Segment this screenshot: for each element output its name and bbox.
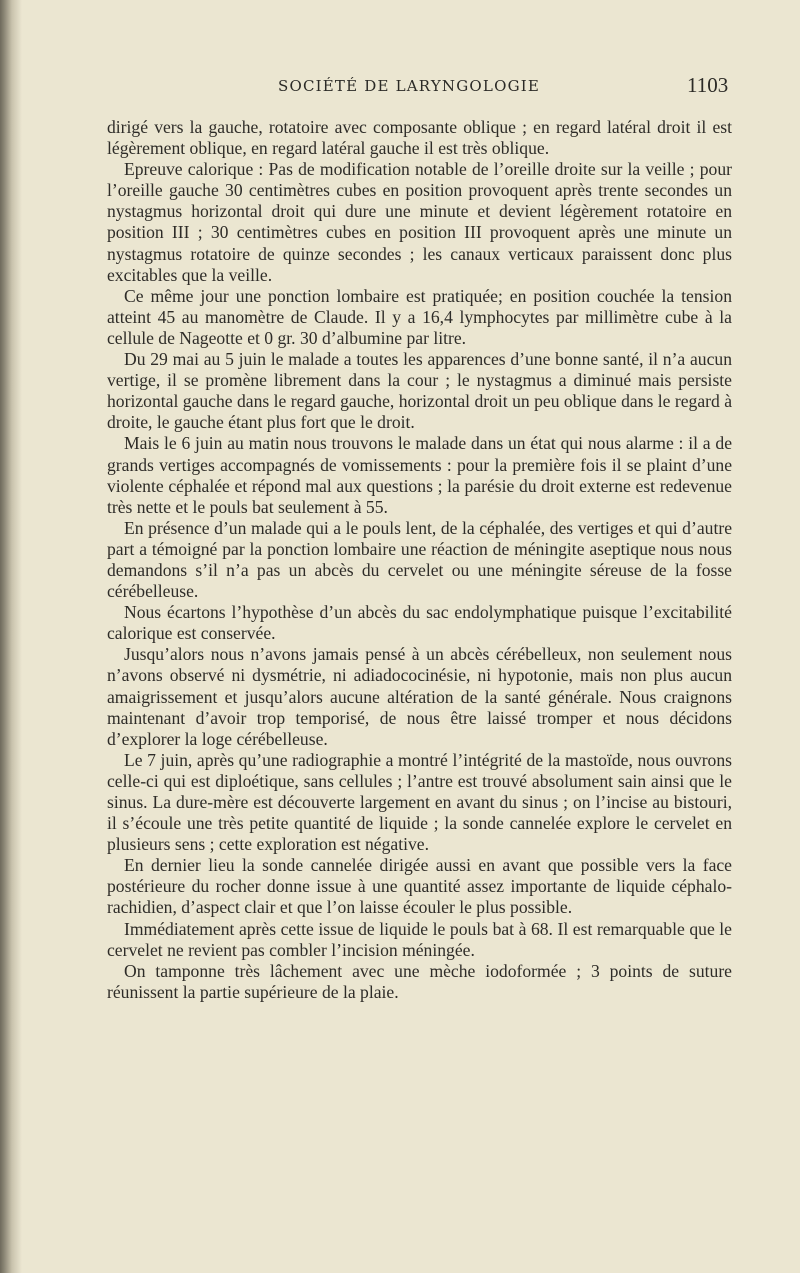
binding-shadow <box>0 0 22 1273</box>
paragraph: Ce même jour une ponction lombaire est pratiquée; en position couchée la tension atteint 45 au manomètre de Claude. Il y a 16,4 lymphocytes par millimètre cube à la cellule de Nageotte et 0 gr. 30 d’albumine par litre. <box>107 285 732 348</box>
paragraph: Immédiatement après cette issue de liquide le pouls bat à 68. Il est remarquable que le cervelet ne revient pas combler l’incision méningée. <box>107 918 732 960</box>
paragraph: dirigé vers la gauche, rotatoire avec composante oblique ; en regard latéral droit il est légèrement oblique, en regard latéral gauche il est très oblique. <box>107 117 732 159</box>
paragraph: Le 7 juin, après qu’une radiographie a montré l’intégrité de la mastoïde, nous ouvrons celle-ci qui est diploétique, sans cellules ; l’antre est trouvé absolument sain ainsi que le sinus. La dure-mère est découverte largement en avant du sinus ; on l’incise au bistouri, il s’écoule une très petite quantité de liquide ; la sonde cannelée explore le cervelet en plusieurs sens ; cette exploration est négative. <box>107 749 732 855</box>
paragraph: En dernier lieu la sonde cannelée dirigée aussi en avant que possible vers la face postérieure du rocher donne issue à une quantité assez importante de liquide céphalo-rachidien, d’aspect clair et que l’on laisse écouler le plus possible. <box>107 855 732 918</box>
paragraph: On tamponne très lâchement avec une mèche iodoformée ; 3 points de suture réunissent la partie supérieure de la plaie. <box>107 960 732 1002</box>
paragraph: Jusqu’alors nous n’avons jamais pensé à un abcès cérébelleux, non seulement nous n’avons observé ni dysmétrie, ni adiadococinésie, ni hypotonie, mais non plus aucun amaigrissement et jusqu’alors aucune altération de la santé générale. Nous craignons maintenant d’avoir trop temporisé, de nous être laissé tromper et nous décidons d’explorer la loge cérébelleuse. <box>107 644 732 749</box>
page-header <box>0 73 800 103</box>
paragraph: Epreuve calorique : Pas de modification notable de l’oreille droite sur la veille ; pour l’oreille gauche 30 centimètres cubes en position provoquent après trente secondes un nystagmus horizontal droit qui dure une minute et devient légèrement rotatoire en position III ; 30 centimètres cubes en position III provoquent après une minute un nystagmus rotatoire de quinze secondes ; les canaux verticaux paraissent donc plus excitables que la veille. <box>107 159 732 285</box>
page-number: 1103 <box>687 73 729 97</box>
paragraph: Du 29 mai au 5 juin le malade a toutes les apparences d’une bonne santé, il n’a aucun vertige, il se promène librement dans la cour ; le nystagmus a diminué mais persiste horizontal gauche dans le regard gauche, horizontal droit un peu oblique dans le regard à droite, le gauche étant plus fort que le droit. <box>107 349 732 433</box>
paragraph: En présence d’un malade qui a le pouls lent, de la céphalée, des vertiges et qui d’autre part a témoigné par la ponction lombaire une réaction de méningite aseptique nous nous demandons s’il n’a pas un abcès du cervelet ou une méningite séreuse de la fosse cérébelleuse. <box>107 517 732 602</box>
paragraph: Mais le 6 juin au matin nous trouvons le malade dans un état qui nous alarme : il a de grands vertiges accompagnés de vomissements : pour la première fois il se plaint d’une violente céphalée et répond mal aux questions ; la parésie du droit externe est redevenue très nette et le pouls bat seulement à 55. <box>107 433 732 517</box>
running-title: SOCIÉTÉ DE LARYNGOLOGIE <box>278 77 541 95</box>
paragraph: Nous écartons l’hypothèse d’un abcès du sac endolymphatique puisque l’excitabilité calorique est conservée. <box>107 602 732 644</box>
body-text <box>107 117 732 1003</box>
